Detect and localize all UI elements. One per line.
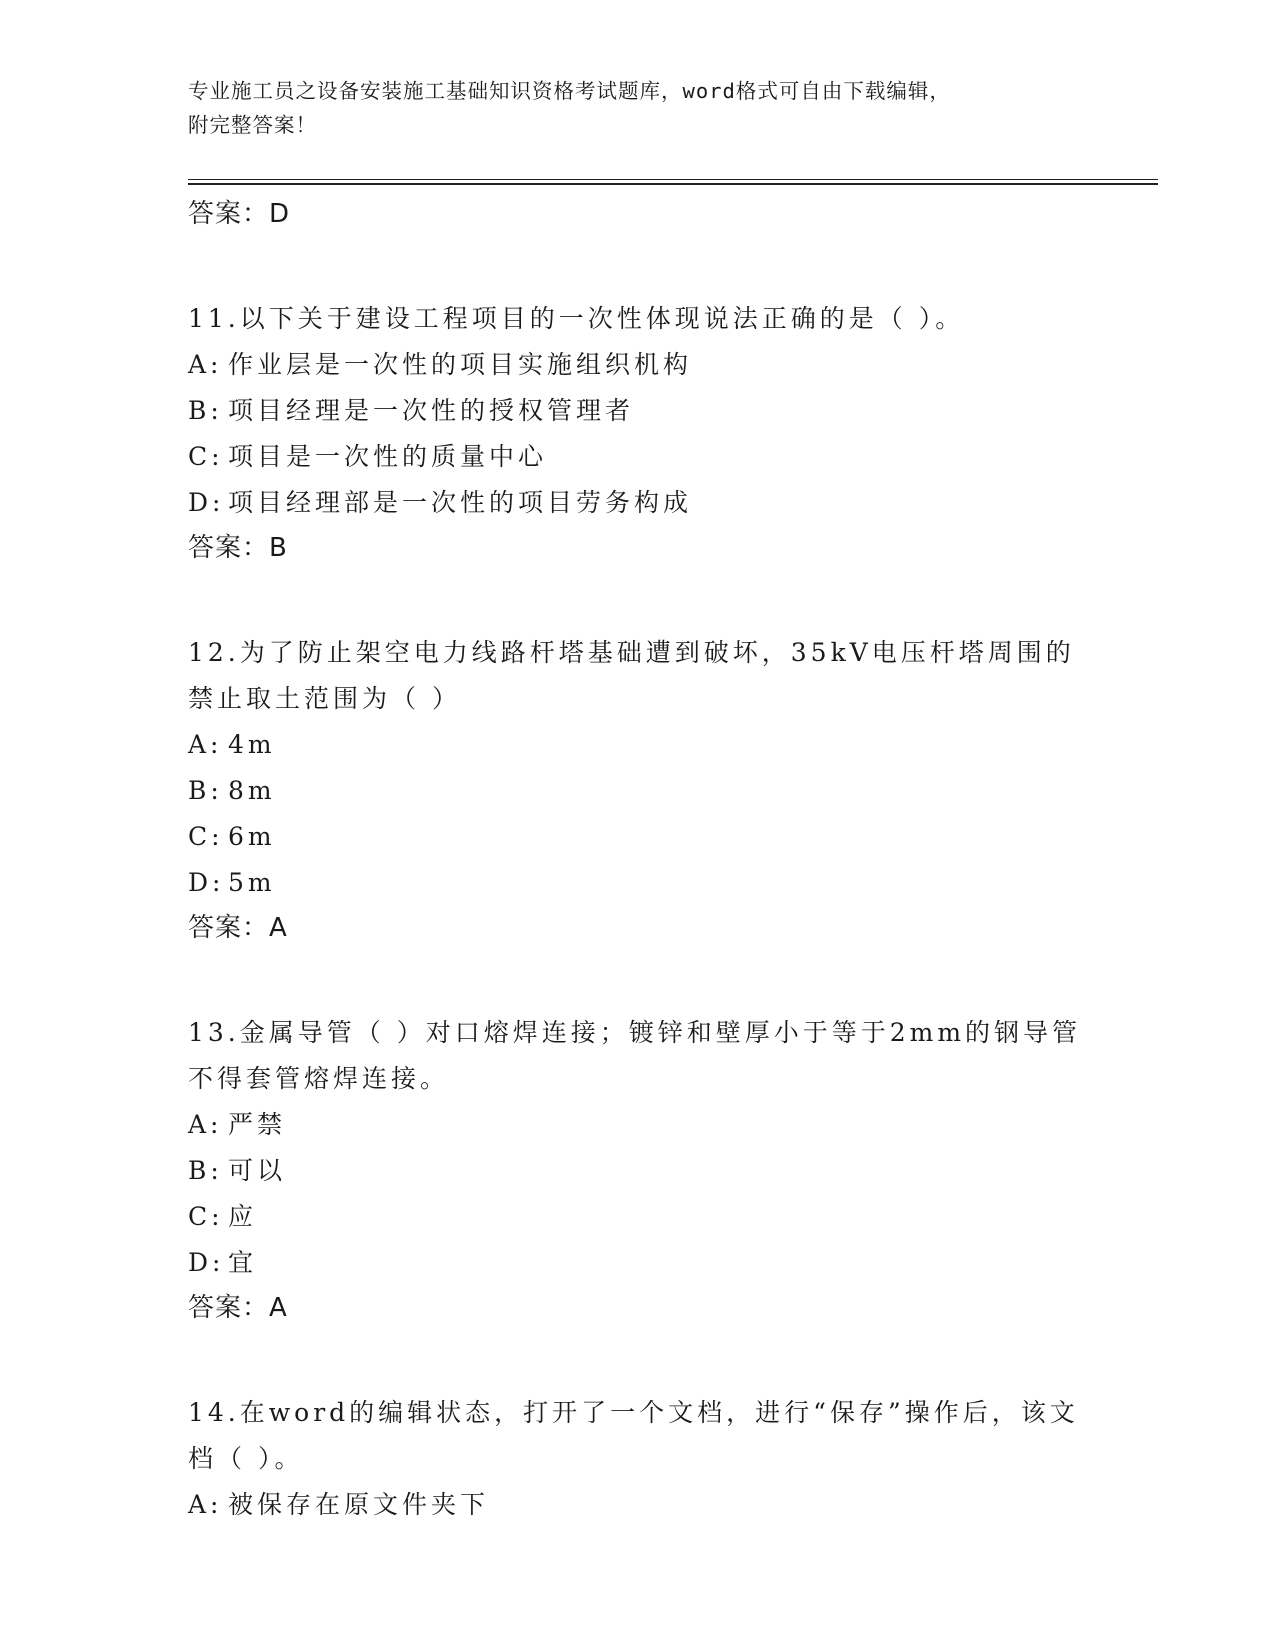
option-text: 被保存在原文件夹下 [228, 1490, 490, 1519]
header-line-1: 专业施工员之设备安装施工基础知识资格考试题库，word格式可自由下载编辑， [188, 79, 951, 103]
option-text: 应 [228, 1202, 258, 1231]
question-answer: 答案：A [188, 1293, 288, 1323]
question-stem: 12.为了防止架空电力线路杆塔基础遭到破坏，35kV电压杆塔周围的禁止取土范围为（ ） [188, 638, 1075, 713]
option-d [188, 860, 1158, 906]
option-d [188, 1240, 1158, 1286]
option-text: 项目经理部是一次性的项目劳务构成 [228, 488, 693, 517]
option-text: 项目是一次性的质量中心 [228, 442, 548, 471]
question-block [188, 1010, 1158, 1330]
question-list [188, 192, 1158, 1528]
option-letter: C: [188, 1202, 224, 1231]
option-b [188, 388, 1158, 434]
option-letter: D: [188, 868, 225, 897]
question-stem: 11.以下关于建设工程项目的一次性体现说法正确的是（ ）。 [188, 304, 965, 333]
option-a [188, 1102, 1158, 1148]
option-letter: C: [188, 822, 224, 851]
question-stem: 14.在word的编辑状态，打开了一个文档，进行“保存”操作后，该文档（ ）。 [188, 1398, 1079, 1473]
header-divider-thick [188, 183, 1158, 185]
option-a [188, 342, 1158, 388]
question-block [188, 630, 1158, 950]
previous-answer: 答案：D [188, 199, 291, 229]
option-letter: C: [188, 442, 224, 471]
document-header [188, 74, 1068, 142]
option-letter: B: [188, 396, 223, 425]
option-text: 宜 [228, 1248, 258, 1277]
option-letter: B: [188, 1156, 223, 1185]
option-c [188, 814, 1158, 860]
header-divider-thin [188, 179, 1158, 180]
option-d [188, 480, 1158, 526]
option-letter: A: [188, 730, 223, 759]
question-block [188, 296, 1158, 570]
option-c [188, 1194, 1158, 1240]
option-text: 8m [228, 776, 276, 805]
option-b [188, 768, 1158, 814]
option-text: 作业层是一次性的项目实施组织机构 [228, 350, 693, 379]
option-letter: B: [188, 776, 223, 805]
option-text: 严禁 [228, 1110, 287, 1139]
option-text: 6m [228, 822, 276, 851]
question-answer: 答案：B [188, 533, 288, 563]
option-letter: A: [188, 1490, 223, 1519]
option-text: 4m [228, 730, 276, 759]
questions-container [188, 296, 1158, 1528]
option-letter: D: [188, 488, 225, 517]
option-letter: A: [188, 350, 223, 379]
option-b [188, 1148, 1158, 1194]
question-block [188, 1390, 1158, 1528]
option-text: 5m [228, 868, 276, 897]
option-text: 可以 [228, 1156, 287, 1185]
question-stem: 13.金属导管（ ）对口熔焊连接；镀锌和壁厚小于等于2mm的钢导管不得套管熔焊连接。 [188, 1018, 1082, 1093]
option-a [188, 722, 1158, 768]
option-letter: D: [188, 1248, 225, 1277]
option-letter: A: [188, 1110, 223, 1139]
question-answer: 答案：A [188, 913, 288, 943]
option-text: 项目经理是一次性的授权管理者 [228, 396, 635, 425]
option-c [188, 434, 1158, 480]
header-line-2: 附完整答案！ [188, 113, 317, 137]
option-a [188, 1482, 1158, 1528]
